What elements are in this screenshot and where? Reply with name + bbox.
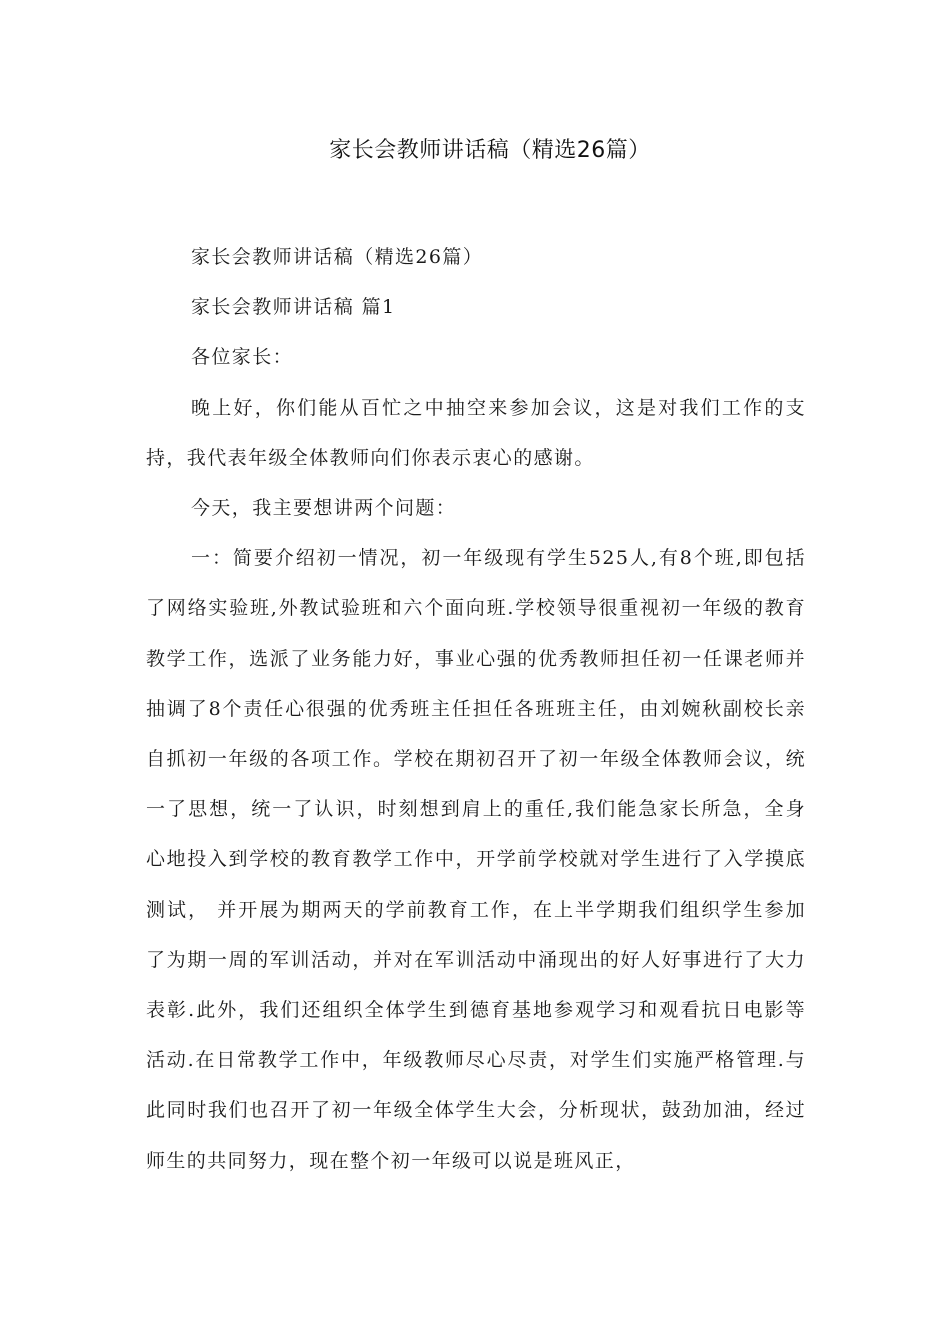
paragraph-main: 一：简要介绍初一情况，初一年级现有学生525人,有8个班,即包括了网络实验班,外教试验班和六个面向班.学校领导很重视初一年级的教育教学工作，选派了业务能力好，事业心强的优秀教师担任初一任课老师并抽调了8个责任心很强的优秀班主任担任各班班主任，由刘婉秋副校长亲自抓初一年级的各项工作。学校在期初召开了初一年级全体教师会议，统一了思想，统一了认识，时刻想到肩上的重任,我们能急家长所急，全身心地投入到学校的教育教学工作中，开学前学校就对学生进行了入学摸底测试， 并开展为期两天的学前教育工作，在上半学期我们组织学生参加了为期一周的军训活动，并对在军训活动中涌现出的好人好事进行了大力表彰.此外，我们还组织全体学生到德育基地参观学习和观看抗日电影等活动.在日常教学工作中，年级教师尽心尽责，对学生们实施严格管理.与此同时我们也召开了初一年级全体学生大会，分析现状，鼓劲加油，经过师生的共同努力，现在整个初一年级可以说是班风正，: [146, 547, 806, 1172]
paragraph-subtitle: 家长会教师讲话稿（精选26篇）: [191, 246, 484, 268]
document-body: [146, 232, 806, 1186]
document-title: 家长会教师讲话稿（精选26篇）: [329, 138, 651, 163]
paragraph-greeting: 晚上好，你们能从百忙之中抽空来参加会议，这是对我们工作的支持，我代表年级全体教师向们你表示衷心的感谢。: [146, 396, 806, 469]
paragraph-intro: 今天，我主要想讲两个问题：: [191, 497, 457, 520]
paragraph-section-heading: 家长会教师讲话稿 篇1: [191, 296, 396, 319]
paragraph-salutation: 各位家长：: [191, 346, 294, 369]
